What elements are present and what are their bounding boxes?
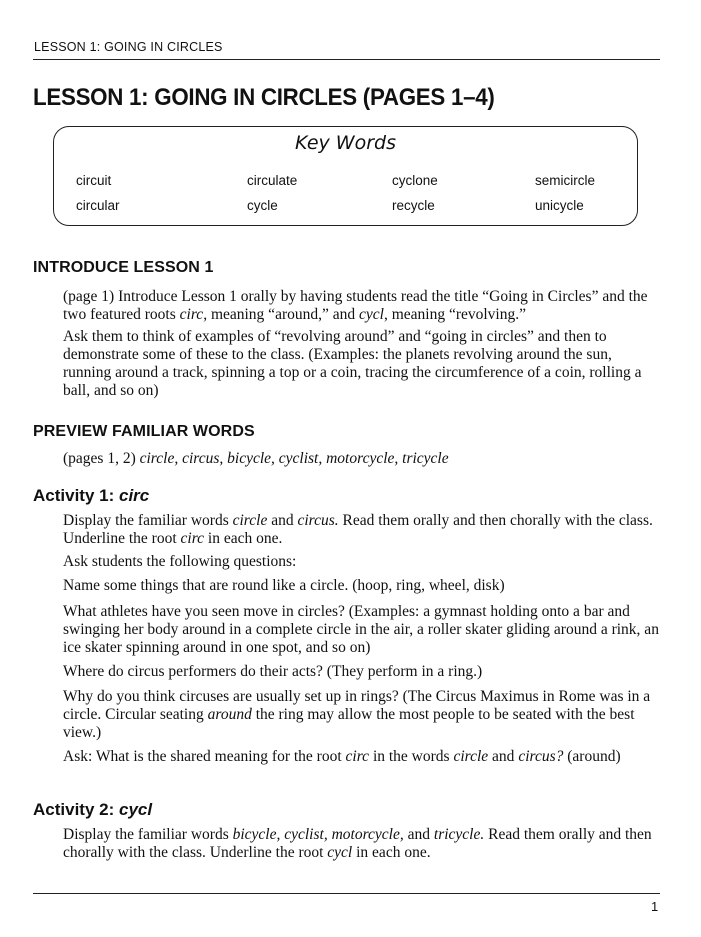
introduce-heading: INTRODUCE LESSON 1 [33,259,214,276]
activity-1-paragraph-1: Display the familiar words circle and circus. Read them orally and then chorally with the class. Underline the root circ in each one. [63,512,653,547]
page-number: 1 [651,899,659,914]
activity-1-paragraph-3: Name some things that are round like a circle. (hoop, ring, wheel, disk) [63,577,505,594]
key-word: circuit [76,173,112,188]
key-words-box [53,126,638,226]
key-word: circulate [247,173,298,188]
key-word: unicycle [535,198,584,213]
key-words-heading: Key Words [295,132,396,154]
key-word: cycle [247,198,278,213]
activity-1-paragraph-6: Why do you think circuses are usually set up in rings? (The Circus Maximus in Rome was in a circle. Circular seating around the ring may allow the most people to be seated with the best view.) [63,688,651,741]
running-head: LESSON 1: GOING IN CIRCLES [34,40,223,54]
introduce-paragraph-2: Ask them to think of examples of “revolving around” and “going in circles” and then to demonstrate some of these to the class. (Examples: the planets revolving around the sun, running around a track, spinning a top or a coin, tracing the circumference of a coin, rolling a ball, and so on) [63,328,642,399]
footer-rule [33,893,660,894]
activity-1-paragraph-4: What athletes have you seen move in circles? (Examples: a gymnast holding onto a bar and swinging her body around in a complete circle in the air, a roller skater gliding around a rink, an ice skater spinning around in one spot, and so on) [63,603,659,656]
activity-2-paragraph-1: Display the familiar words bicycle, cyclist, motorcycle, and tricycle. Read them orally and then chorally with the class. Underline the root cycl in each one. [63,826,652,861]
preview-heading: PREVIEW FAMILIAR WORDS [33,423,255,440]
key-word: circular [76,198,120,213]
activity-2-heading: Activity 2: cycl [33,800,153,819]
activity-1-heading: Activity 1: circ [33,486,150,505]
preview-paragraph: (pages 1, 2) circle, circus, bicycle, cyclist, motorcycle, tricycle [63,450,449,467]
activity-1-paragraph-7: Ask: What is the shared meaning for the root circ in the words circle and circus? (around) [63,748,621,765]
key-word: semicircle [535,173,596,188]
activity-1-paragraph-2: Ask students the following questions: [63,553,297,570]
introduce-paragraph-1: (page 1) Introduce Lesson 1 orally by having students read the title “Going in Circles” and the two featured roots circ, meaning “around,” and cycl, meaning “revolving.” [63,288,648,323]
header-rule [33,59,660,60]
key-word: recycle [392,198,435,213]
activity-1-paragraph-5: Where do circus performers do their acts? (They perform in a ring.) [63,663,483,680]
key-word: cyclone [392,173,438,188]
page-title: LESSON 1: GOING IN CIRCLES (PAGES 1–4) [33,84,495,111]
